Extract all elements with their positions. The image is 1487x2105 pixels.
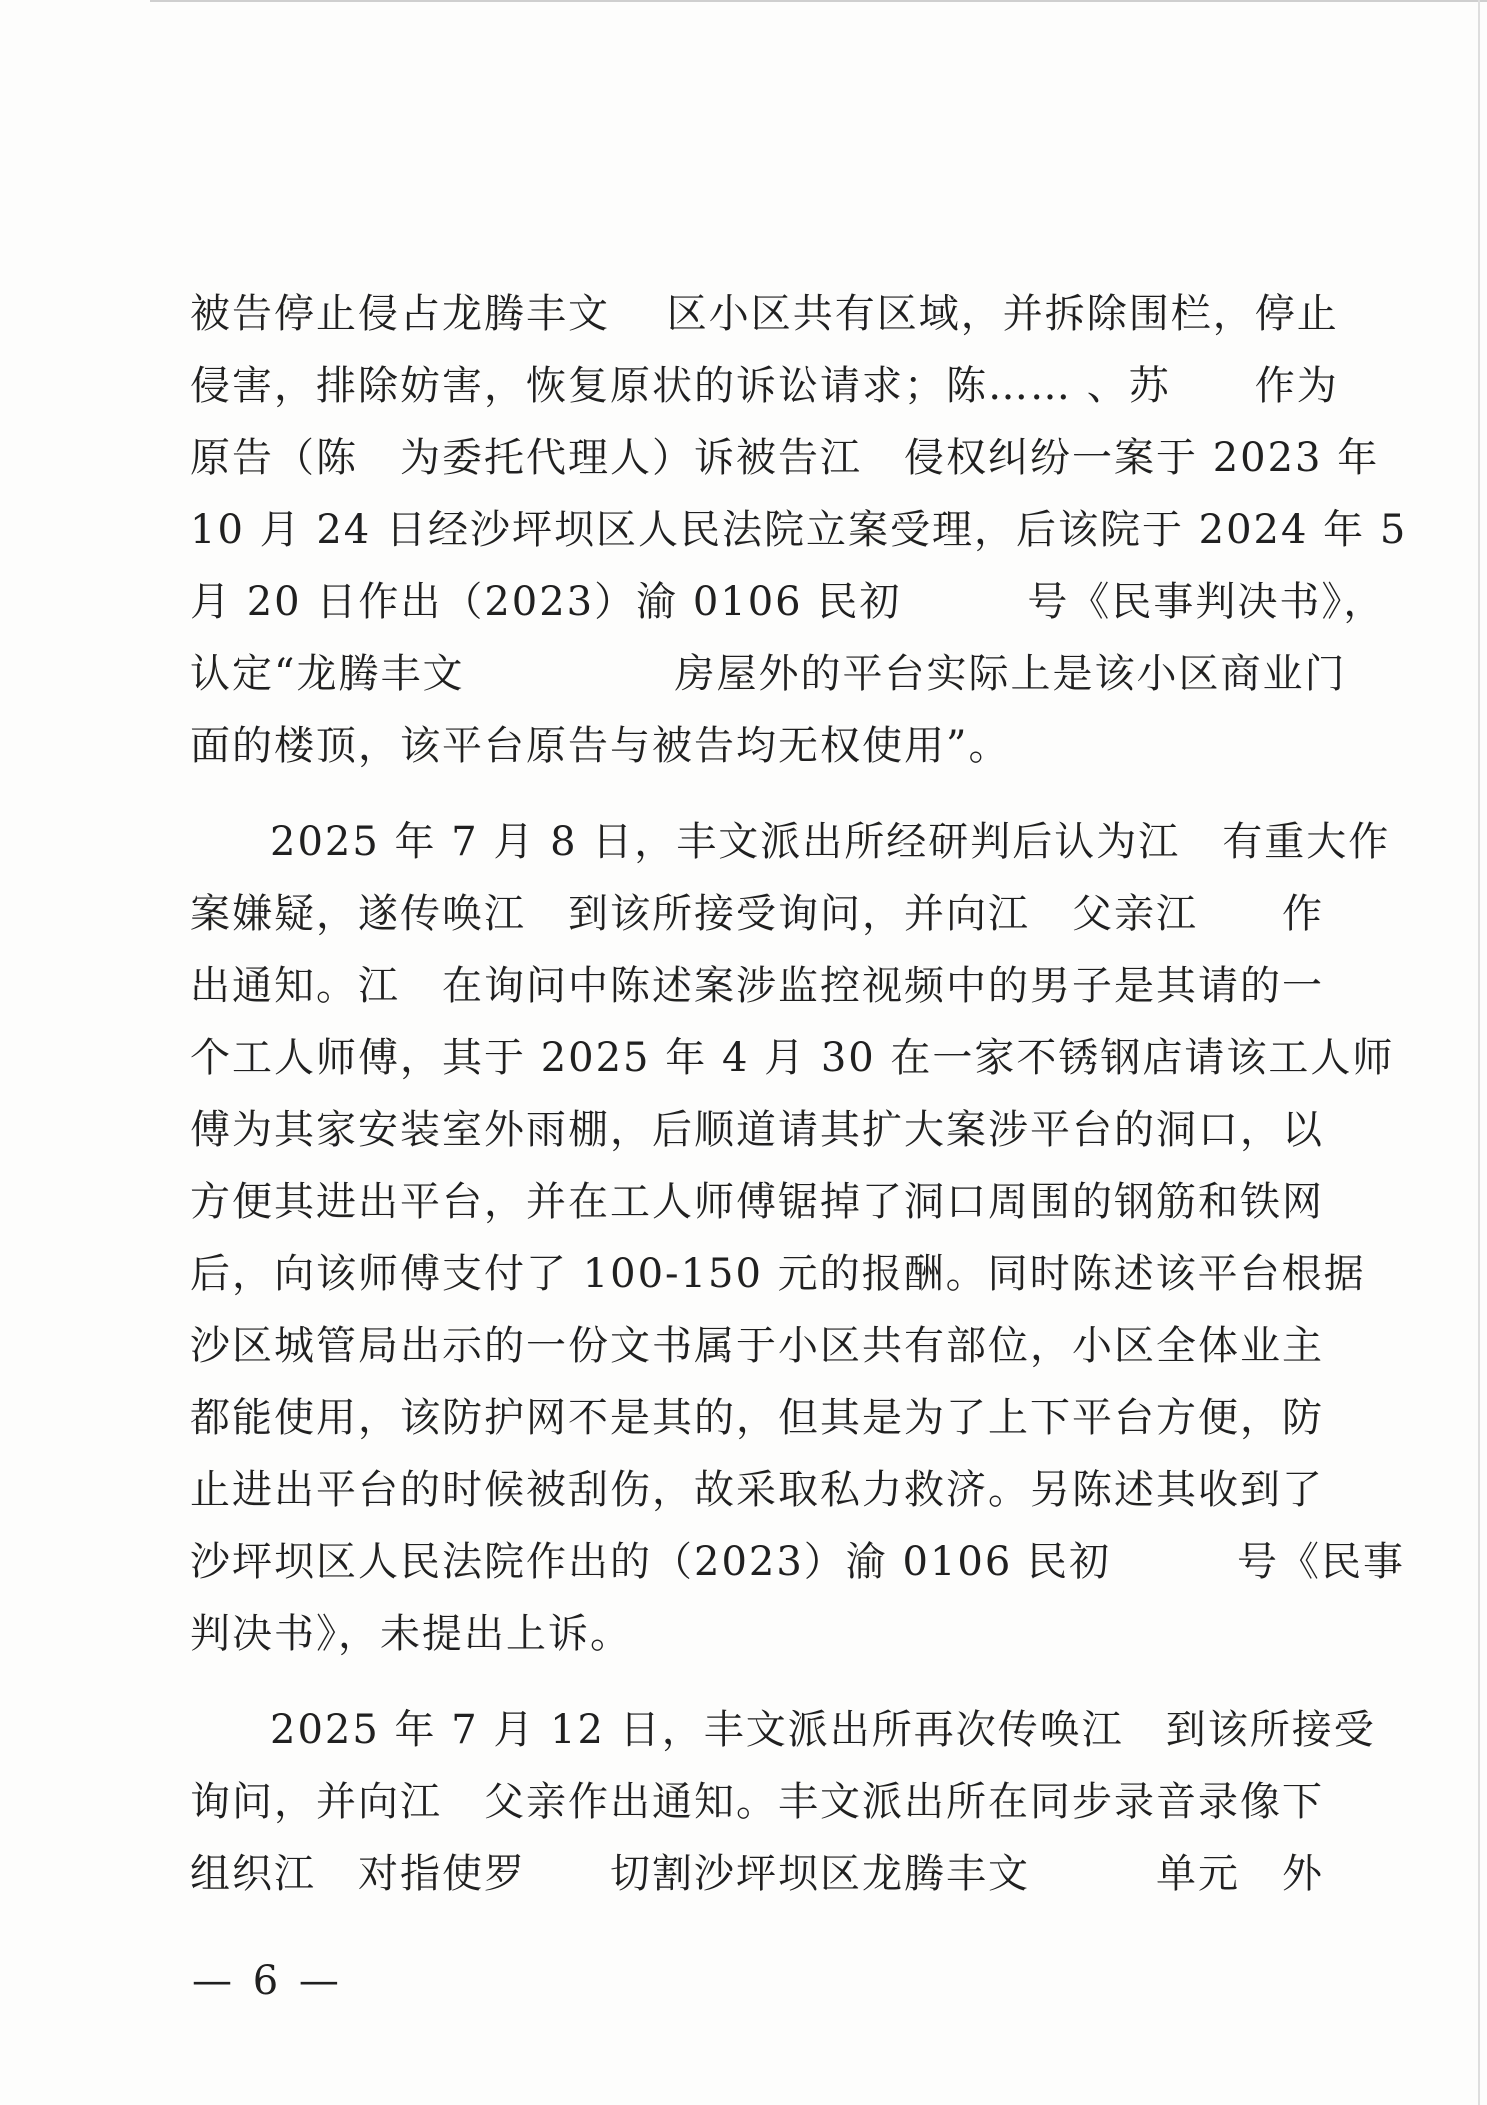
- text-line: 组织江 对指使罗 切割沙坪坝区龙腾丰文 单元 外: [190, 1851, 1324, 1897]
- text-line: 止进出平台的时候被刮伤，故采取私力救济。另陈述其收到了: [190, 1467, 1324, 1513]
- text-line: 傅为其家安装室外雨棚，后顺道请其扩大案涉平台的洞口，以: [190, 1107, 1324, 1153]
- text-line: 2025 年 7 月 12 日，丰文派出所再次传唤江 到该所接受: [270, 1707, 1376, 1753]
- text-line: 被告停止侵占龙腾丰文 区小区共有区域，并拆除围栏，停止: [190, 291, 1339, 337]
- text-line: 10 月 24 日经沙坪坝区人民法院立案受理，后该院于 2024 年 5: [190, 507, 1408, 553]
- text-line: 面的楼顶，该平台原告与被告均无权使用”。: [190, 723, 1011, 769]
- text-line: 沙坪坝区人民法院作出的（2023）渝 0106 民初 号《民事: [190, 1539, 1406, 1585]
- text-line: 后，向该师傅支付了 100-150 元的报酬。同时陈述该平台根据: [190, 1251, 1366, 1297]
- text-line: 沙区城管局出示的一份文书属于小区共有部位，小区全体业主: [190, 1323, 1324, 1369]
- text-line: 个工人师傅，其于 2025 年 4 月 30 在一家不锈钢店请该工人师: [190, 1035, 1395, 1081]
- text-line: 2025 年 7 月 8 日，丰文派出所经研判后认为江 有重大作: [270, 819, 1391, 865]
- text-line: 方便其进出平台，并在工人师傅锯掉了洞口周围的钢筋和铁网: [190, 1179, 1324, 1225]
- top-divider: [150, 0, 1487, 2]
- text-line: 都能使用，该防护网不是其的，但其是为了上下平台方便，防: [190, 1395, 1324, 1441]
- text-line: 出通知。江 在询问中陈述案涉监控视频中的男子是其请的一: [190, 963, 1324, 1009]
- text-line: 原告（陈 为委托代理人）诉被告江 侵权纠纷一案于 2023 年: [190, 435, 1380, 481]
- text-line: 认定“龙腾丰文 房屋外的平台实际上是该小区商业门: [190, 651, 1347, 697]
- page-number: — 6 —: [192, 1958, 343, 2004]
- text-line: 案嫌疑，遂传唤江 到该所接受询问，并向江 父亲江 作: [190, 891, 1324, 937]
- text-line: 询问，并向江 父亲作出通知。丰文派出所在同步录音录像下: [190, 1779, 1324, 1825]
- text-line: 月 20 日作出（2023）渝 0106 民初 号《民事判决书》，: [190, 579, 1386, 625]
- text-line: 判决书》，未提出上诉。: [190, 1611, 632, 1657]
- body-text: [190, 278, 1408, 1910]
- right-edge-line: [1478, 0, 1480, 2105]
- text-line: 侵害，排除妨害，恢复原状的诉讼请求；陈…… 、苏 作为: [190, 363, 1339, 409]
